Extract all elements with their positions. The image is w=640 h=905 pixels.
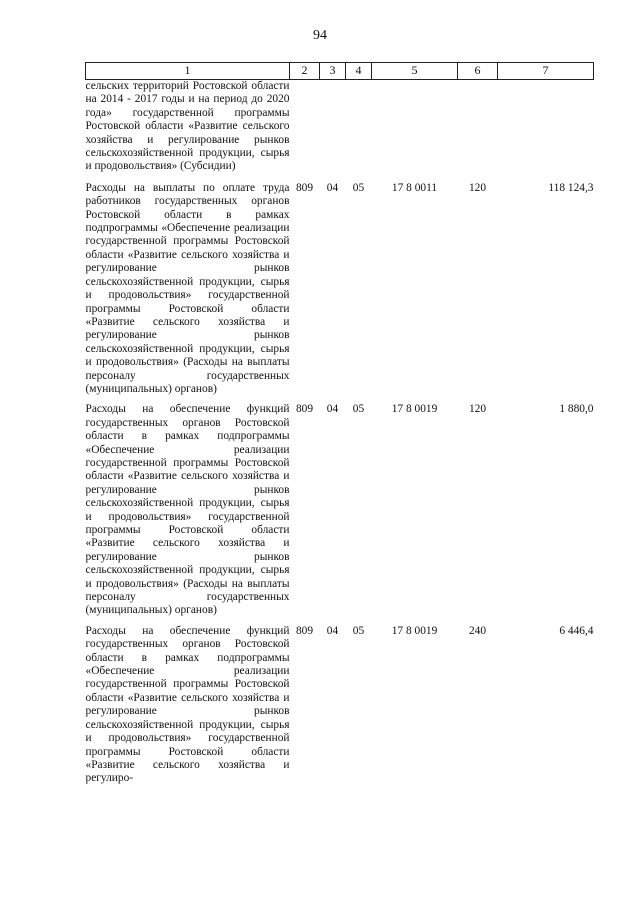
row-amount: 118 124,3 [548,181,594,194]
row-ministry: 809 [295,403,314,416]
header-row [86,63,594,80]
row-target-article: 17 8 0011 [391,181,438,194]
row-subsection: 05 [352,181,365,194]
row-description: Расходы на обеспечение функций государственных органов Ростовской области в рамках подпрограммы «Обеспечение реализации государственной программы Ростовской области «Развитие сельского хозяйства и регулирование рынков сельскохозяйственной продукции, сырья и продовольствия» государственной программы Ростовской области «Развитие сельского хозяйства и регулиро- [85,624,290,785]
header-col-7: 7 [498,63,594,80]
row-subsection: 05 [352,403,365,416]
table-row [86,625,594,793]
header-col-5: 5 [372,63,458,80]
row-expense-type: 120 [468,403,487,416]
row-section: 04 [326,181,339,194]
page-number: 94 [313,28,327,43]
row-subsection: 05 [352,624,365,637]
row-amount: 6 446,4 [559,624,594,637]
header-col-2: 2 [290,63,320,80]
row-description: сельских территорий Ростовской области на 2014 - 2017 годы и на период до 2020 года» государственной программы Ростовской области «Развитие сельского хозяйства и регулирование рынков сельскохозяйственной продукции, сырья и продовольствия» (Субсидии) [85,80,290,173]
row-description: Расходы на выплаты по оплате труда работников государственных органов Ростовской области в рамках подпрограммы «Обеспечение реализации государственной программы Ростовской области «Развитие сельского хозяйства и регулирование рынков сельскохозяйственной продукции, сырья и продовольствия» государственной программы Ростовской области «Развитие сельского хозяйства и регулирование рынков сельскохозяйственной продукции, сырья и продовольствия» (Расходы на выплаты персоналу государственных (муниципальных) органов) [85,181,290,395]
row-expense-type: 120 [468,181,487,194]
row-section: 04 [326,624,339,637]
row-amount: 1 880,0 [559,403,594,416]
header-col-3: 3 [320,63,346,80]
row-ministry: 809 [295,181,314,194]
table-row [86,403,594,625]
header-col-1: 1 [86,63,290,80]
row-expense-type: 240 [468,624,487,637]
table-row-continuation [86,80,594,182]
row-target-article: 17 8 0019 [391,403,438,416]
header-col-6: 6 [458,63,498,80]
row-ministry: 809 [295,624,314,637]
header-col-4: 4 [346,63,372,80]
table-row [86,182,594,404]
budget-table [85,62,594,793]
row-target-article: 17 8 0019 [391,624,438,637]
row-section: 04 [326,403,339,416]
row-description: Расходы на обеспечение функций государственных органов Ростовской области в рамках подпрограммы «Обеспечение реализации государственной программы Ростовской области «Развитие сельского хозяйства и регулирование рынков сельскохозяйственной продукции, сырья и продовольствия» государственной программы Ростовской области «Развитие сельского хозяйства и регулирование рынков сельскохозяйственной продукции, сырья и продовольствия» (Расходы на выплаты персоналу государственных (муниципальных) органов) [85,403,290,617]
